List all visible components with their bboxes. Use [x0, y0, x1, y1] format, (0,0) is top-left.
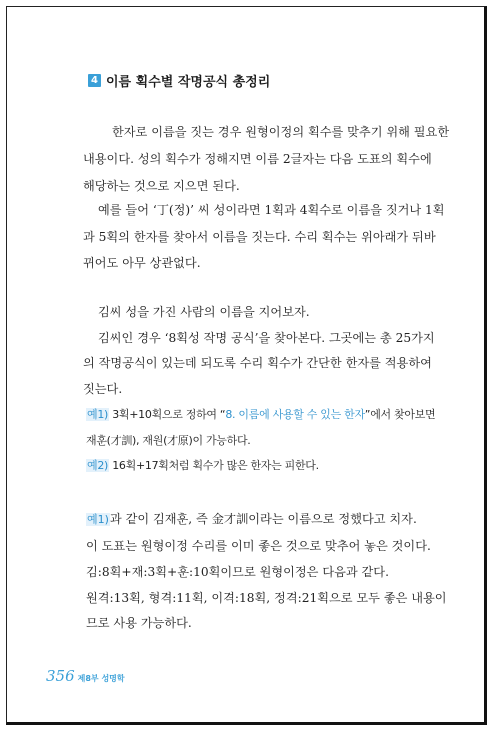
example-reference: 8. 이름에 사용할 수 있는 한자	[225, 408, 365, 421]
closing-line: 므로 사용 가능하다.	[86, 616, 192, 630]
example-1-line2: 재훈(才訓), 재원(才原)이 가능하다.	[86, 434, 251, 447]
paragraph-line: 과 5획의 한자를 찾아서 이름을 짓는다. 수리 획수는 위아래가 뒤바	[83, 230, 436, 244]
closing-line: 원격:13획, 형격:11획, 이격:18획, 정격:21획으로 모두 좋은 내용이	[86, 591, 447, 605]
paragraph-line: 김씨인 경우 ‘8획성 작명 공식’을 찾아본다. 그곳에는 총 25가지	[98, 331, 435, 345]
example-text: 3획+10획으로 정하여 “	[109, 408, 226, 421]
example-tag: 예2)	[87, 459, 109, 472]
page-footer	[46, 667, 125, 685]
example-1	[86, 406, 435, 422]
example-2	[86, 457, 319, 473]
paragraph-line: 해당하는 것으로 지으면 된다.	[83, 179, 240, 193]
closing-line: 김:8획+재:3획+훈:10획이므로 원형이정은 다음과 같다.	[86, 565, 389, 579]
example-tag: 예1)	[87, 513, 109, 526]
paragraph-line: 짓는다.	[83, 382, 123, 396]
paragraph-line: 의 작명공식이 있는데 되도록 수리 획수가 간단한 한자를 적용하여	[83, 356, 432, 370]
example-text: ”에서 찾아보면	[364, 408, 436, 421]
paragraph-line: 뀌어도 아무 상관없다.	[83, 256, 201, 270]
closing-line	[86, 510, 417, 527]
example-text: 16획+17획처럼 획수가 많은 한자는 피한다.	[109, 459, 319, 472]
section-heading	[88, 71, 270, 90]
paragraph-line: 한자로 이름을 짓는 경우 원형이정의 획수를 맞추기 위해 필요한	[112, 125, 450, 139]
section-title: 이름 획수별 작명공식 총정리	[106, 75, 271, 90]
page-number: 356	[46, 667, 75, 685]
paragraph-line: 내용이다. 성의 획수가 정해지면 이름 2글자는 다음 도표의 획수에	[83, 152, 432, 166]
section-number-badge: 4	[88, 74, 101, 87]
closing-line: 이 도표는 원형이정 수리를 이미 좋은 것으로 맞추어 놓은 것이다.	[86, 539, 431, 553]
closing-text: 과 같이 김재훈, 즉 金才訓이라는 이름으로 정했다고 치자.	[109, 512, 417, 526]
paragraph-line: 예를 들어 ‘丁(정)’ 씨 성이라면 1획과 4획수로 이름을 짓거나 1획	[98, 203, 445, 217]
example-tag: 예1)	[87, 408, 109, 421]
part-label: 제8부 성명학	[77, 674, 125, 683]
paragraph-line: 김씨 성을 가진 사람의 이름을 지어보자.	[98, 305, 310, 319]
